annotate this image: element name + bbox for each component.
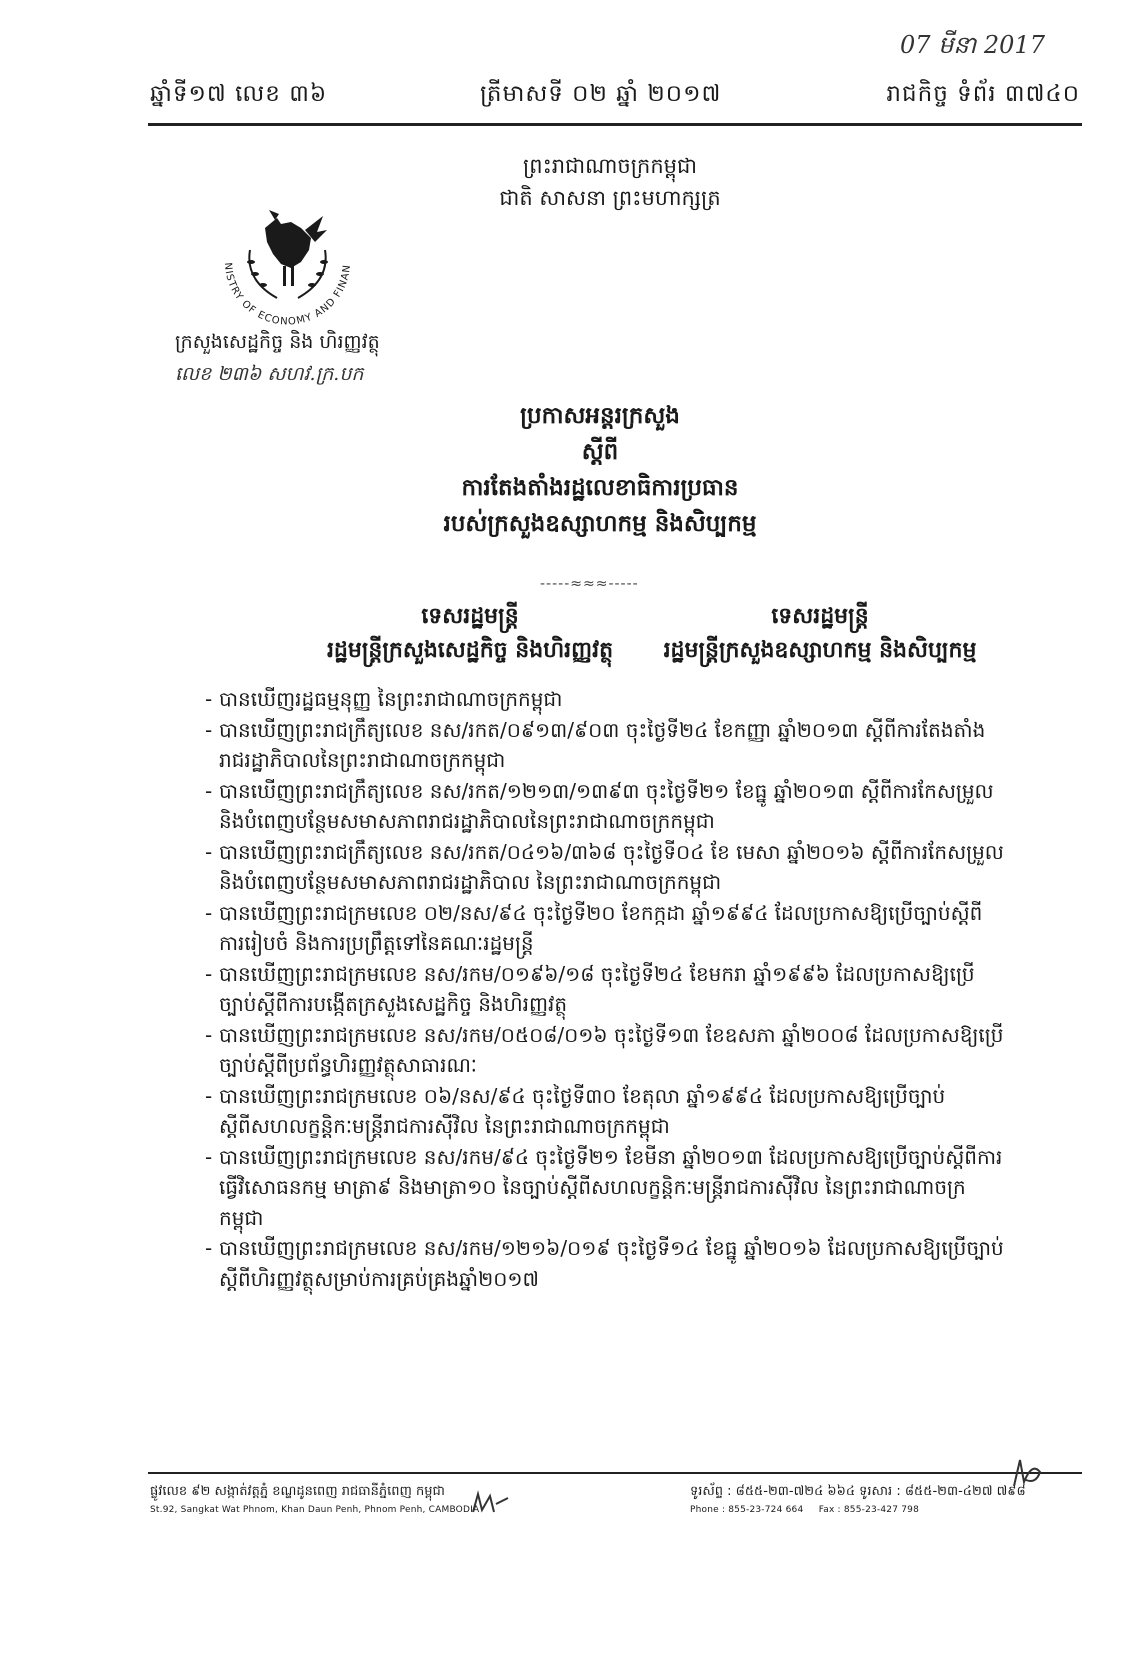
ministry-name: ក្រសួងសេដ្ឋកិច្ច និង ហិរញ្ញវត្ថុ (175, 331, 380, 353)
initial-signature-icon (1010, 1452, 1046, 1492)
footer-fax-number: Fax : 855-23-427 798 (818, 1505, 919, 1515)
title-divider: -----≈≈≈----- (540, 576, 639, 592)
gazette-issue: ឆ្នាំទី១៧ លេខ ៣៦ (150, 81, 328, 107)
list-item: - បានឃើញព្រះរាជក្រមលេខ នស/រកម/០៥០៨/០១៦ ចុះថ្ងៃទី១៣ ខែឧសភា ឆ្នាំ២០០៨ ដែលប្រកាសឱ្យប្រើច្បាប់ស្តីពីប្រព័ន្ធហិរញ្ញវត្ថុសាធារណៈ (205, 1020, 1005, 1081)
signer-right-title: រដ្ឋមន្ត្រីក្រសួងឧស្សាហកម្ម និងសិប្បកម្ម (663, 638, 977, 663)
handwritten-date-note: 07 មីនា 2017 (900, 31, 1045, 59)
rooster-emblem-icon (205, 180, 370, 345)
list-item: - បានឃើញព្រះរាជក្រមលេខ នស/រកម/១២១៦/០១៩ ចុះថ្ងៃទី១៤ ខែធ្នូ ឆ្នាំ២០១៦ ដែលប្រកាសឱ្យប្រើច្បាប់ស្តីពីហិរញ្ញវត្ថុសម្រាប់ការគ្រប់គ្រងឆ្នាំ២០១៧ (205, 1233, 1005, 1294)
reference-number: លេខ ២៣៦ សហវ.ក្រ.បក (175, 363, 364, 385)
footer-rule (148, 1472, 1082, 1474)
footer-phone-en (690, 1501, 1030, 1519)
title-line-2: ស្តីពី (581, 439, 619, 465)
signer-left-title: រដ្ឋមន្ត្រីក្រសួងសេដ្ឋកិច្ច និងហិរញ្ញវត្ថុ (326, 638, 614, 663)
footer-phone-kh: ទូរស័ព្ទ : ៨៥៥-២៣-៧២៤ ៦៦៤ ទូរសារ : ៨៥៥-២៣-៤២៧ ៧៩៨ (690, 1484, 1026, 1499)
page-initial-mark (1010, 1452, 1046, 1499)
title-line-4: របស់ក្រសួងឧស្សាហកម្ម និងសិប្បកម្ម (443, 511, 757, 537)
gazette-header (150, 80, 1080, 116)
footer-address-kh: ផ្លូវលេខ ៩២ សង្កាត់វត្តភ្នំ ខណ្ឌដូនពេញ រាជធានីភ្នំពេញ កម្ពុជា (150, 1484, 445, 1499)
signer-left-role: ទេសរដ្ឋមន្ត្រី (421, 604, 519, 629)
list-item: - បានឃើញព្រះរាជក្រឹត្យលេខ នស/រកត/០៩១៣/៩០៣ ចុះថ្ងៃទី២៤ ខែកញ្ញា ឆ្នាំ២០១៣ ស្តីពីការតែងតាំងរាជរដ្ឋាភិបាលនៃព្រះរាជាណាចក្រកម្ពុជា (205, 715, 1005, 776)
kingdom-name: ព្រះរាជាណាចក្រកម្ពុជា (522, 154, 697, 178)
kingdom-header (480, 150, 740, 214)
footer-address-en: St.92, Sangkat Wat Phnom, Khan Daun Penh, Phnom Penh, CAMBODIA (150, 1505, 480, 1515)
footer-contact (690, 1483, 1030, 1519)
kingdom-motto: ជាតិ សាសនា ព្រះមហាក្សត្រ (499, 186, 721, 210)
gazette-quarter: ត្រីមាសទី ០២ ឆ្នាំ ២០១៧ (480, 81, 722, 107)
document-title (380, 398, 820, 542)
signer-right (605, 600, 1035, 668)
seal-text: NISTRY OF ECONOMY AND FINAN (221, 262, 354, 328)
footer-address (150, 1483, 480, 1519)
title-line-1: ប្រកាសអន្តរក្រសួង (520, 403, 680, 429)
list-item: - បានឃើញព្រះរាជក្រមលេខ ០៦/នស/៩៤ ចុះថ្ងៃទី៣០ ខែតុលា ឆ្នាំ១៩៩៤ ដែលប្រកាសឱ្យប្រើច្បាប់ស្តីពីសហលក្ខន្តិកៈមន្ត្រីរាជការស៊ីវិល នៃព្រះរាជាណាចក្រកម្ពុជា (205, 1081, 1005, 1142)
list-item: - បានឃើញព្រះរាជក្រឹត្យលេខ នស/រកត/០៤១៦/៣៦៨ ចុះថ្ងៃទី០៤ ខែ មេសា ឆ្នាំ២០១៦ ស្តីពីការកែសម្រួល និងបំពេញបន្ថែមសមាសភាពរាជរដ្ឋាភិបាល នៃព្រះរាជាណាចក្រកម្ពុជា (205, 837, 1005, 898)
ministry-seal (205, 180, 370, 345)
gazette-page: រាជកិច្ច ទំព័រ ៣៧៤០ (886, 81, 1080, 107)
footer-phone-number: Phone : 855-23-724 664 (690, 1505, 804, 1515)
list-item: - បានឃើញព្រះរាជក្រមលេខ នស/រកម/០១៩៦/១៨ ចុះថ្ងៃទី២៤ ខែមករា ឆ្នាំ១៩៩៦ ដែលប្រកាសឱ្យប្រើច្បាប់ស្តីពីការបង្កើតក្រសួងសេដ្ឋកិច្ច និងហិរញ្ញវត្ថុ (205, 959, 1005, 1020)
list-item: - បានឃើញព្រះរាជក្រឹត្យលេខ នស/រកត/១២១៣/១៣៩៣ ចុះថ្ងៃទី២១ ខែធ្នូ ឆ្នាំ២០១៣ ស្តីពីការកែសម្រួល និងបំពេញបន្ថែមសមាសភាពរាជរដ្ឋាភិបាលនៃព្រះរាជាណាចក្រកម្ពុជា (205, 776, 1005, 837)
header-rule (148, 123, 1082, 126)
list-item: - បានឃើញព្រះរាជក្រមលេខ ០២/នស/៩៤ ចុះថ្ងៃទី២០ ខែកក្កដា ឆ្នាំ១៩៩៤ ដែលប្រកាសឱ្យប្រើច្បាប់ស្តីពីការរៀបចំ និងការប្រព្រឹត្តទៅនៃគណៈរដ្ឋមន្ត្រី (205, 898, 1005, 959)
list-item: - បានឃើញព្រះរាជក្រមលេខ នស/រកម/៩៤ ចុះថ្ងៃទី២១ ខែមីនា ឆ្នាំ២០១៣ ដែលប្រកាសឱ្យប្រើច្បាប់ស្តីពីការធ្វើវិសោធនកម្ម មាត្រា៩ និងមាត្រា១០ នៃច្បាប់ស្តីពីសហលក្ខន្តិកៈមន្ត្រីរាជការស៊ីវិល នៃព្រះរាជាណាចក្រកម្ពុជា (205, 1142, 1005, 1234)
initial-mark (470, 1490, 510, 1522)
title-line-3: ការតែងតាំងរដ្ឋលេខាធិការប្រធាន (461, 475, 739, 501)
initial-signature-icon (470, 1490, 510, 1516)
preamble-clauses (205, 684, 1005, 1294)
signer-right-role: ទេសរដ្ឋមន្ត្រី (771, 604, 869, 629)
list-item: - បានឃើញរដ្ឋធម្មនុញ្ញ នៃព្រះរាជាណាចក្រកម្ពុជា (205, 684, 1005, 715)
